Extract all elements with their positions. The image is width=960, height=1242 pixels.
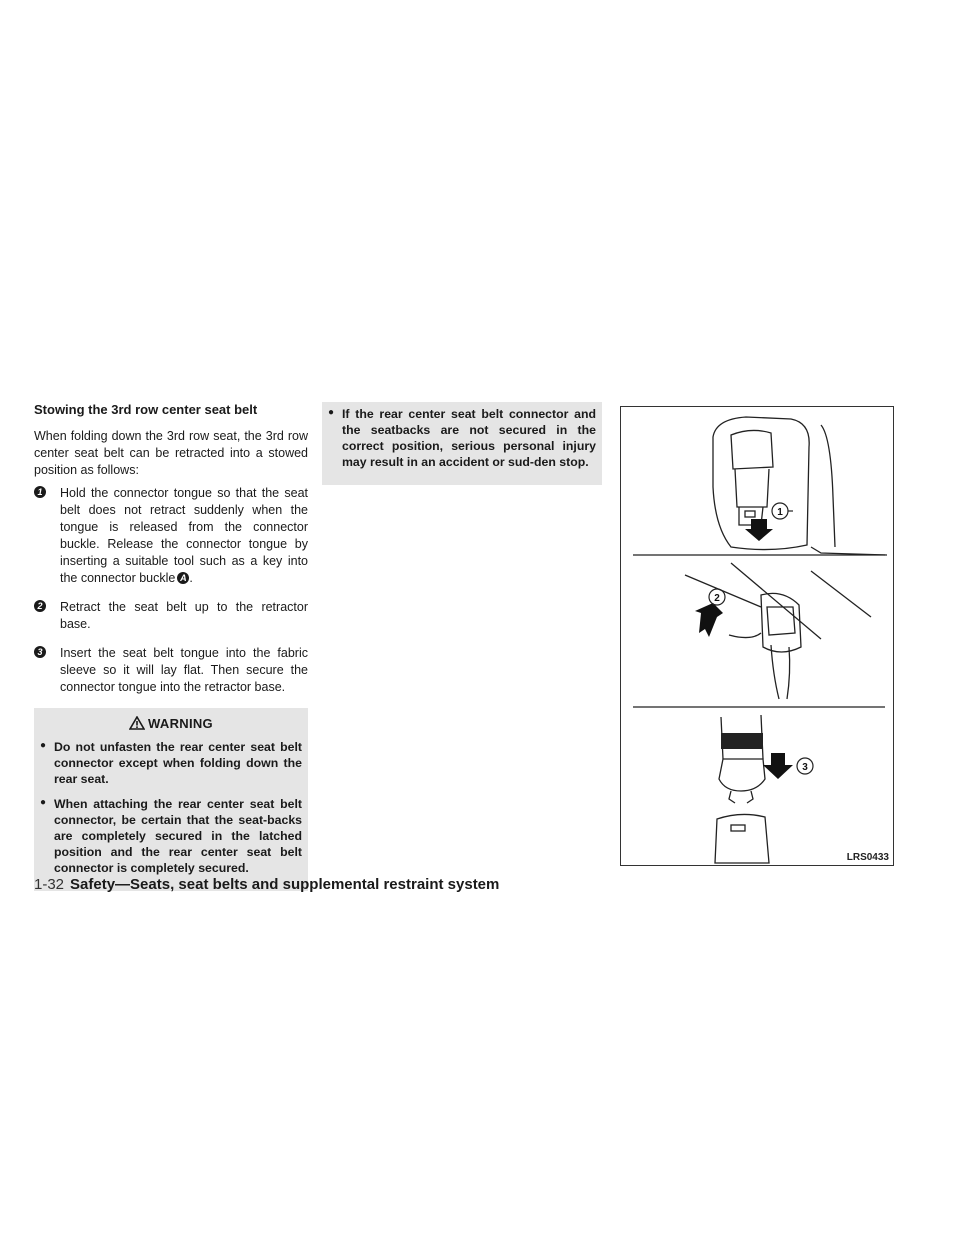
callout-1-label: 1: [777, 507, 783, 518]
callout-3-label: 3: [802, 762, 808, 773]
page-footer: [34, 876, 499, 893]
marker-a: A: [177, 572, 189, 584]
warning-title-text: WARNING: [148, 716, 213, 731]
warning-title: [40, 716, 302, 731]
step-3-text: Insert the seat belt tongue into the fabric sleeve so it will lay flat. Then secure the connector tongue into the retractor base.: [60, 646, 308, 694]
section-heading: Stowing the 3rd row center seat belt: [34, 402, 258, 417]
page-number: 1-32: [34, 876, 65, 893]
arrow-3-icon: [763, 753, 793, 779]
arrow-1-icon: [745, 519, 773, 541]
callout-2-label: 2: [714, 593, 720, 604]
step-1-tail: .: [189, 571, 193, 585]
step-1-text: Hold the connector tongue so that the seat belt does not retract suddenly when the tongue is released from the connector buckle. Release the connector tongue by inserting a suitable tool such as a key into the connector buckle: [60, 486, 308, 585]
second-column: [322, 402, 602, 485]
seat-belt-figure: [620, 406, 894, 866]
step-2-number: 2: [34, 600, 46, 612]
warning-box-continued: [322, 402, 602, 485]
step-1-number: 1: [34, 486, 46, 498]
step-3: [34, 645, 308, 696]
arrow-2-icon: [695, 603, 723, 637]
main-column: [34, 398, 308, 891]
warning-icon: [129, 716, 145, 730]
warning-box: [34, 708, 308, 891]
step-1: [34, 485, 308, 587]
warning-item-2: ● When attaching the rear center seat belt connector, be certain that the seat-backs are completely secured in the latched position and the rear center seat belt connector is completely secured.: [40, 796, 302, 876]
intro-paragraph: When folding down the 3rd row seat, the 3rd row center seat belt can be retracted into a stowed position as follows:: [34, 429, 308, 477]
warning-item-3: ● If the rear center seat belt connector and the seatbacks are not secured in the correct position, serious personal injury may result in an accident or sud-den stop.: [328, 406, 596, 470]
seat-belt-illustration: [621, 407, 893, 865]
warning-item-1: ● Do not unfasten the rear center seat belt connector except when folding down the rear seat.: [40, 739, 302, 787]
step-3-number: 3: [34, 646, 46, 658]
step-2-text: Retract the seat belt up to the retractor base.: [60, 600, 308, 631]
figure-code: LRS0433: [846, 852, 889, 863]
step-2: [34, 599, 308, 633]
footer-title: Safety—Seats, seat belts and supplemental restraint system: [70, 876, 500, 893]
